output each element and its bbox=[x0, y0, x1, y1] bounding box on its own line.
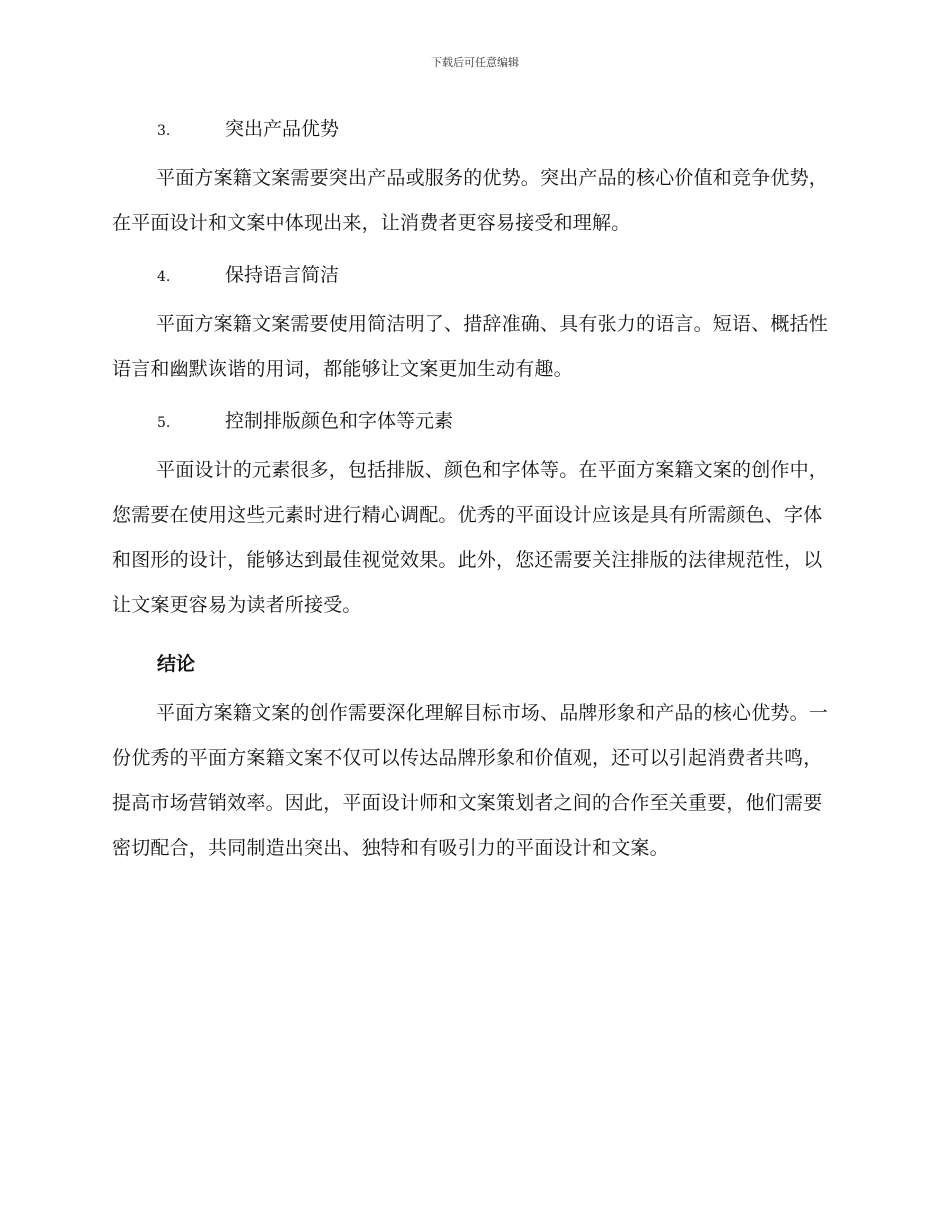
list-number: 3. bbox=[157, 123, 171, 139]
document-body bbox=[112, 114, 832, 885]
paragraph: 平面方案籍文案需要使用简洁明了、措辞准确、具有张力的语言。短语、概括性语言和幽默诙谐的用词，都能够让文案更加生动有趣。 bbox=[112, 313, 829, 380]
conclusion-heading: 结论 bbox=[157, 653, 196, 675]
list-number: 4. bbox=[157, 269, 171, 285]
list-title: 突出产品优势 bbox=[225, 118, 340, 140]
list-number: 5. bbox=[157, 415, 171, 431]
list-item-4 bbox=[112, 260, 832, 292]
list-title: 控制排版颜色和字体等元素 bbox=[225, 410, 454, 432]
list-item-5 bbox=[112, 406, 832, 438]
list-title: 保持语言简洁 bbox=[225, 264, 340, 286]
conclusion-paragraph: 平面方案籍文案的创作需要深化理解目标市场、品牌形象和产品的核心优势。一份优秀的平面方案籍文案不仅可以传达品牌形象和价值观，还可以引起消费者共鸣，提高市场营销效率。因此，平面设计师和文案策划者之间的合作至关重要，他们需要密切配合，共同制造出突出、独特和有吸引力的平面设计和文案。 bbox=[112, 702, 829, 859]
list-item-3 bbox=[112, 114, 832, 146]
paragraph: 平面设计的元素很多，包括排版、颜色和字体等。在平面方案籍文案的创作中，您需要在使用这些元素时进行精心调配。优秀的平面设计应该是具有所需颜色、字体和图形的设计，能够达到最佳视觉效果。此外，您还需要关注排版的法律规范性，以让文案更容易为读者所接受。 bbox=[112, 459, 829, 616]
page-header: 下载后可任意编辑 bbox=[431, 56, 519, 69]
paragraph: 平面方案籍文案需要突出产品或服务的优势。突出产品的核心价值和竞争优势，在平面设计和文案中体现出来，让消费者更容易接受和理解。 bbox=[112, 167, 829, 234]
